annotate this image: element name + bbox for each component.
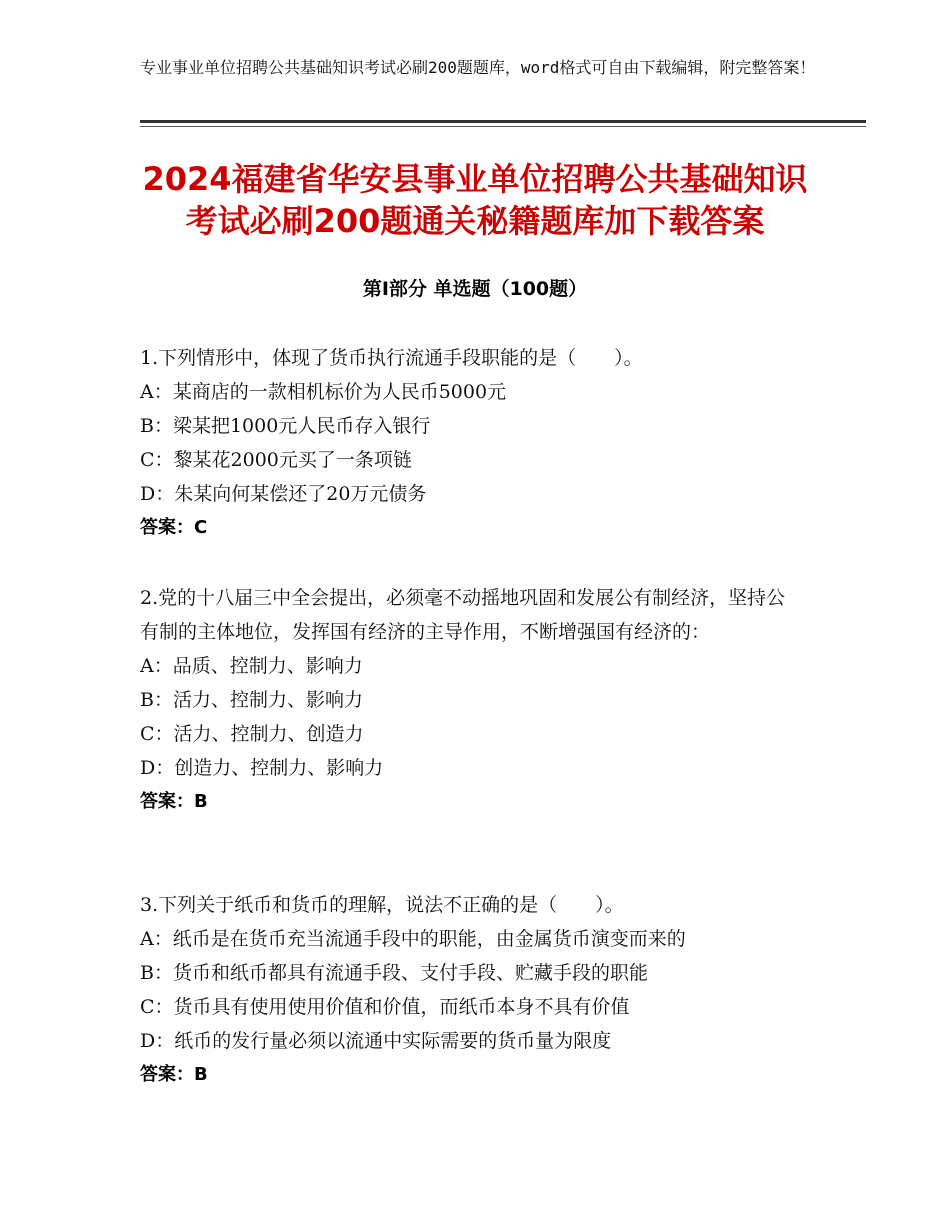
answer: 答案：B: [140, 791, 208, 812]
header-note: 专业事业单位招聘公共基础知识考试必刷200题题库，word格式可自由下载编辑，附完整答案！: [140, 58, 816, 77]
header-rule-thick: [140, 120, 866, 123]
option-b: B：梁某把1000元人民币存入银行: [140, 415, 431, 437]
question-stem: 1.下列情形中，体现了货币执行流通手段职能的是（ ）。: [140, 347, 643, 369]
answer: 答案：B: [140, 1064, 208, 1085]
option-a: A：纸币是在货币充当流通手段中的职能，由金属货币演变而来的: [140, 928, 686, 950]
question-stem: 2.党的十八届三中全会提出，必须毫不动摇地巩固和发展公有制经济，坚持公有制的主体地位，发挥国有经济的主导作用，不断增强国有经济的：: [140, 587, 786, 643]
option-a: A：某商店的一款相机标价为人民币5000元: [140, 381, 507, 403]
option-d: D：朱某向何某偿还了20万元债务: [140, 483, 427, 505]
option-c: C：货币具有使用使用价值和价值，而纸币本身不具有价值: [140, 996, 630, 1018]
section-heading: 第Ⅰ部分 单选题（100题）: [362, 278, 588, 300]
header-rule-thin: [140, 126, 866, 127]
question-3: [140, 888, 800, 1092]
option-d: D：纸币的发行量必须以流通中实际需要的货币量为限度: [140, 1030, 612, 1052]
option-b: B：货币和纸币都具有流通手段、支付手段、贮藏手段的职能: [140, 962, 648, 984]
document-title: 2024福建省华安县事业单位招聘公共基础知识考试必刷200题通关秘籍题库加下载答案: [142, 160, 808, 240]
option-c: C：黎某花2000元买了一条项链: [140, 449, 412, 471]
option-c: C：活力、控制力、创造力: [140, 723, 364, 745]
option-b: B：活力、控制力、影响力: [140, 689, 363, 711]
question-2: [140, 581, 800, 819]
answer: 答案：C: [140, 517, 208, 538]
option-d: D：创造力、控制力、影响力: [140, 757, 384, 779]
question-stem: 3.下列关于纸币和货币的理解，说法不正确的是（ ）。: [140, 894, 624, 916]
question-1: [140, 341, 800, 545]
option-a: A：品质、控制力、影响力: [140, 655, 363, 677]
